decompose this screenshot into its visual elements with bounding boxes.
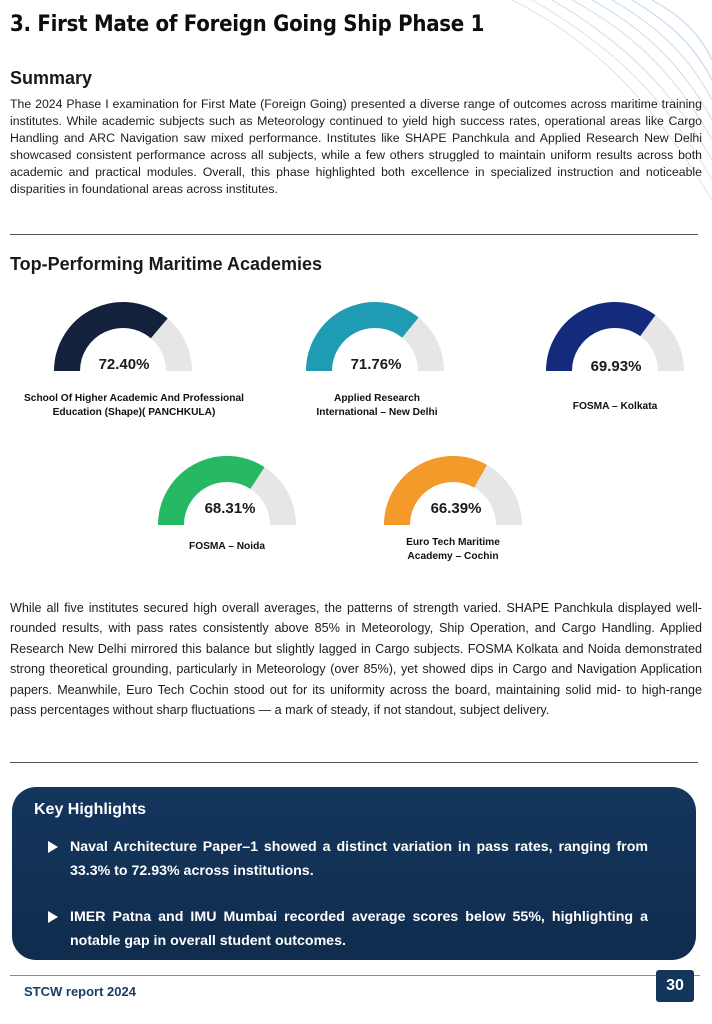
gauge-label-line: Academy – Cochin: [407, 550, 499, 562]
page-number: 30: [656, 970, 694, 1002]
gauge-fosma-noida: [152, 450, 302, 530]
section-divider: [10, 234, 698, 235]
key-highlights-title: Key Highlights: [34, 801, 147, 818]
highlight-item: [48, 905, 648, 953]
gauge-label-line: FOSMA – Kolkata: [572, 401, 658, 412]
gauge-euro-tech-cochin: [378, 450, 528, 530]
arrow-right-icon: [48, 911, 58, 923]
gauge-label-fosma-noida: [142, 540, 312, 554]
gauge-label-line: Euro Tech Maritime: [406, 537, 500, 548]
key-highlights-box: [12, 787, 696, 960]
footer-report-name: STCW report 2024: [24, 984, 136, 999]
highlight-item: [48, 835, 648, 883]
footer-divider: [10, 975, 700, 976]
page-title: 3. First Mate of Foreign Going Ship Phase 1: [10, 12, 485, 37]
gauge-label-line: International – New Delhi: [316, 406, 438, 418]
section-divider: [10, 762, 698, 763]
gauge-label-shape-panchkula: [8, 392, 260, 419]
summary-paragraph: The 2024 Phase I examination for First Mate (Foreign Going) presented a diverse range of outcomes across maritime training institutes. While academic subjects such as Meteorology continued to yield high success rates, operational areas like Cargo Handling and ARC Navigation saw mixed performance. Institutes like SHAPE Panchkula and Applied Research New Delhi showcased consistent performance across all subjects, while a few others struggled to maintain uniform results across both academic and practical modules. Overall, this phase highlighted both excellence in specialized instruction and noticeable disparities in foundational areas across institutes.: [10, 97, 702, 196]
gauge-label-euro-tech-cochin: [368, 536, 538, 563]
gauge-arc: [378, 450, 528, 530]
analysis-paragraph: While all five institutes secured high overall averages, the patterns of strength varied. SHAPE Panchkula displayed well-rounded results, with pass rates consistently above 85% in Meteorology, Ship Operation, and Cargo Handling. Applied Research New Delhi mirrored this balance but slightly lagged in Cargo subjects. FOSMA Kolkata and Noida demonstrated strong theoretical grounding, particularly in Meteorology (over 85%), yet showed dips in Cargo and Navigation Application papers. Meanwhile, Euro Tech Cochin stood out for its uniformity across the board, maintaining solid mid- to high-range pass percentages without sharp fluctuations — a mark of steady, if not standout, subject delivery.: [10, 601, 702, 718]
gauge-label-line: School Of Higher Academic And Professional: [23, 393, 244, 404]
gauge-label-line: Education (Shape)( PANCHKULA): [52, 406, 216, 418]
gauge-value-fosma-kolkata: 69.93%: [590, 358, 642, 375]
gauge-label-line: FOSMA – Noida: [188, 541, 266, 552]
gauge-value-euro-tech-cochin: 66.39%: [430, 500, 482, 517]
gauge-arc: [152, 450, 302, 530]
gauge-value-shape-panchkula: 72.40%: [98, 356, 150, 373]
gauge-label-fosma-kolkata: [530, 400, 700, 414]
gauge-label-line: Applied Research: [333, 393, 421, 404]
highlight-text: Naval Architecture Paper–1 showed a distinct variation in pass rates, ranging from 33.3% to 72.93% across institutions.: [70, 839, 648, 879]
gauge-label-applied-research: [290, 392, 464, 419]
gauge-value-applied-research: 71.76%: [350, 356, 402, 373]
gauge-value-fosma-noida: 68.31%: [204, 500, 256, 517]
summary-heading: Summary: [10, 68, 93, 88]
arrow-right-icon: [48, 841, 58, 853]
top-academies-heading: Top-Performing Maritime Academies: [10, 254, 323, 274]
highlight-text: IMER Patna and IMU Mumbai recorded average scores below 55%, highlighting a notable gap in overall student outcomes.: [70, 909, 648, 949]
